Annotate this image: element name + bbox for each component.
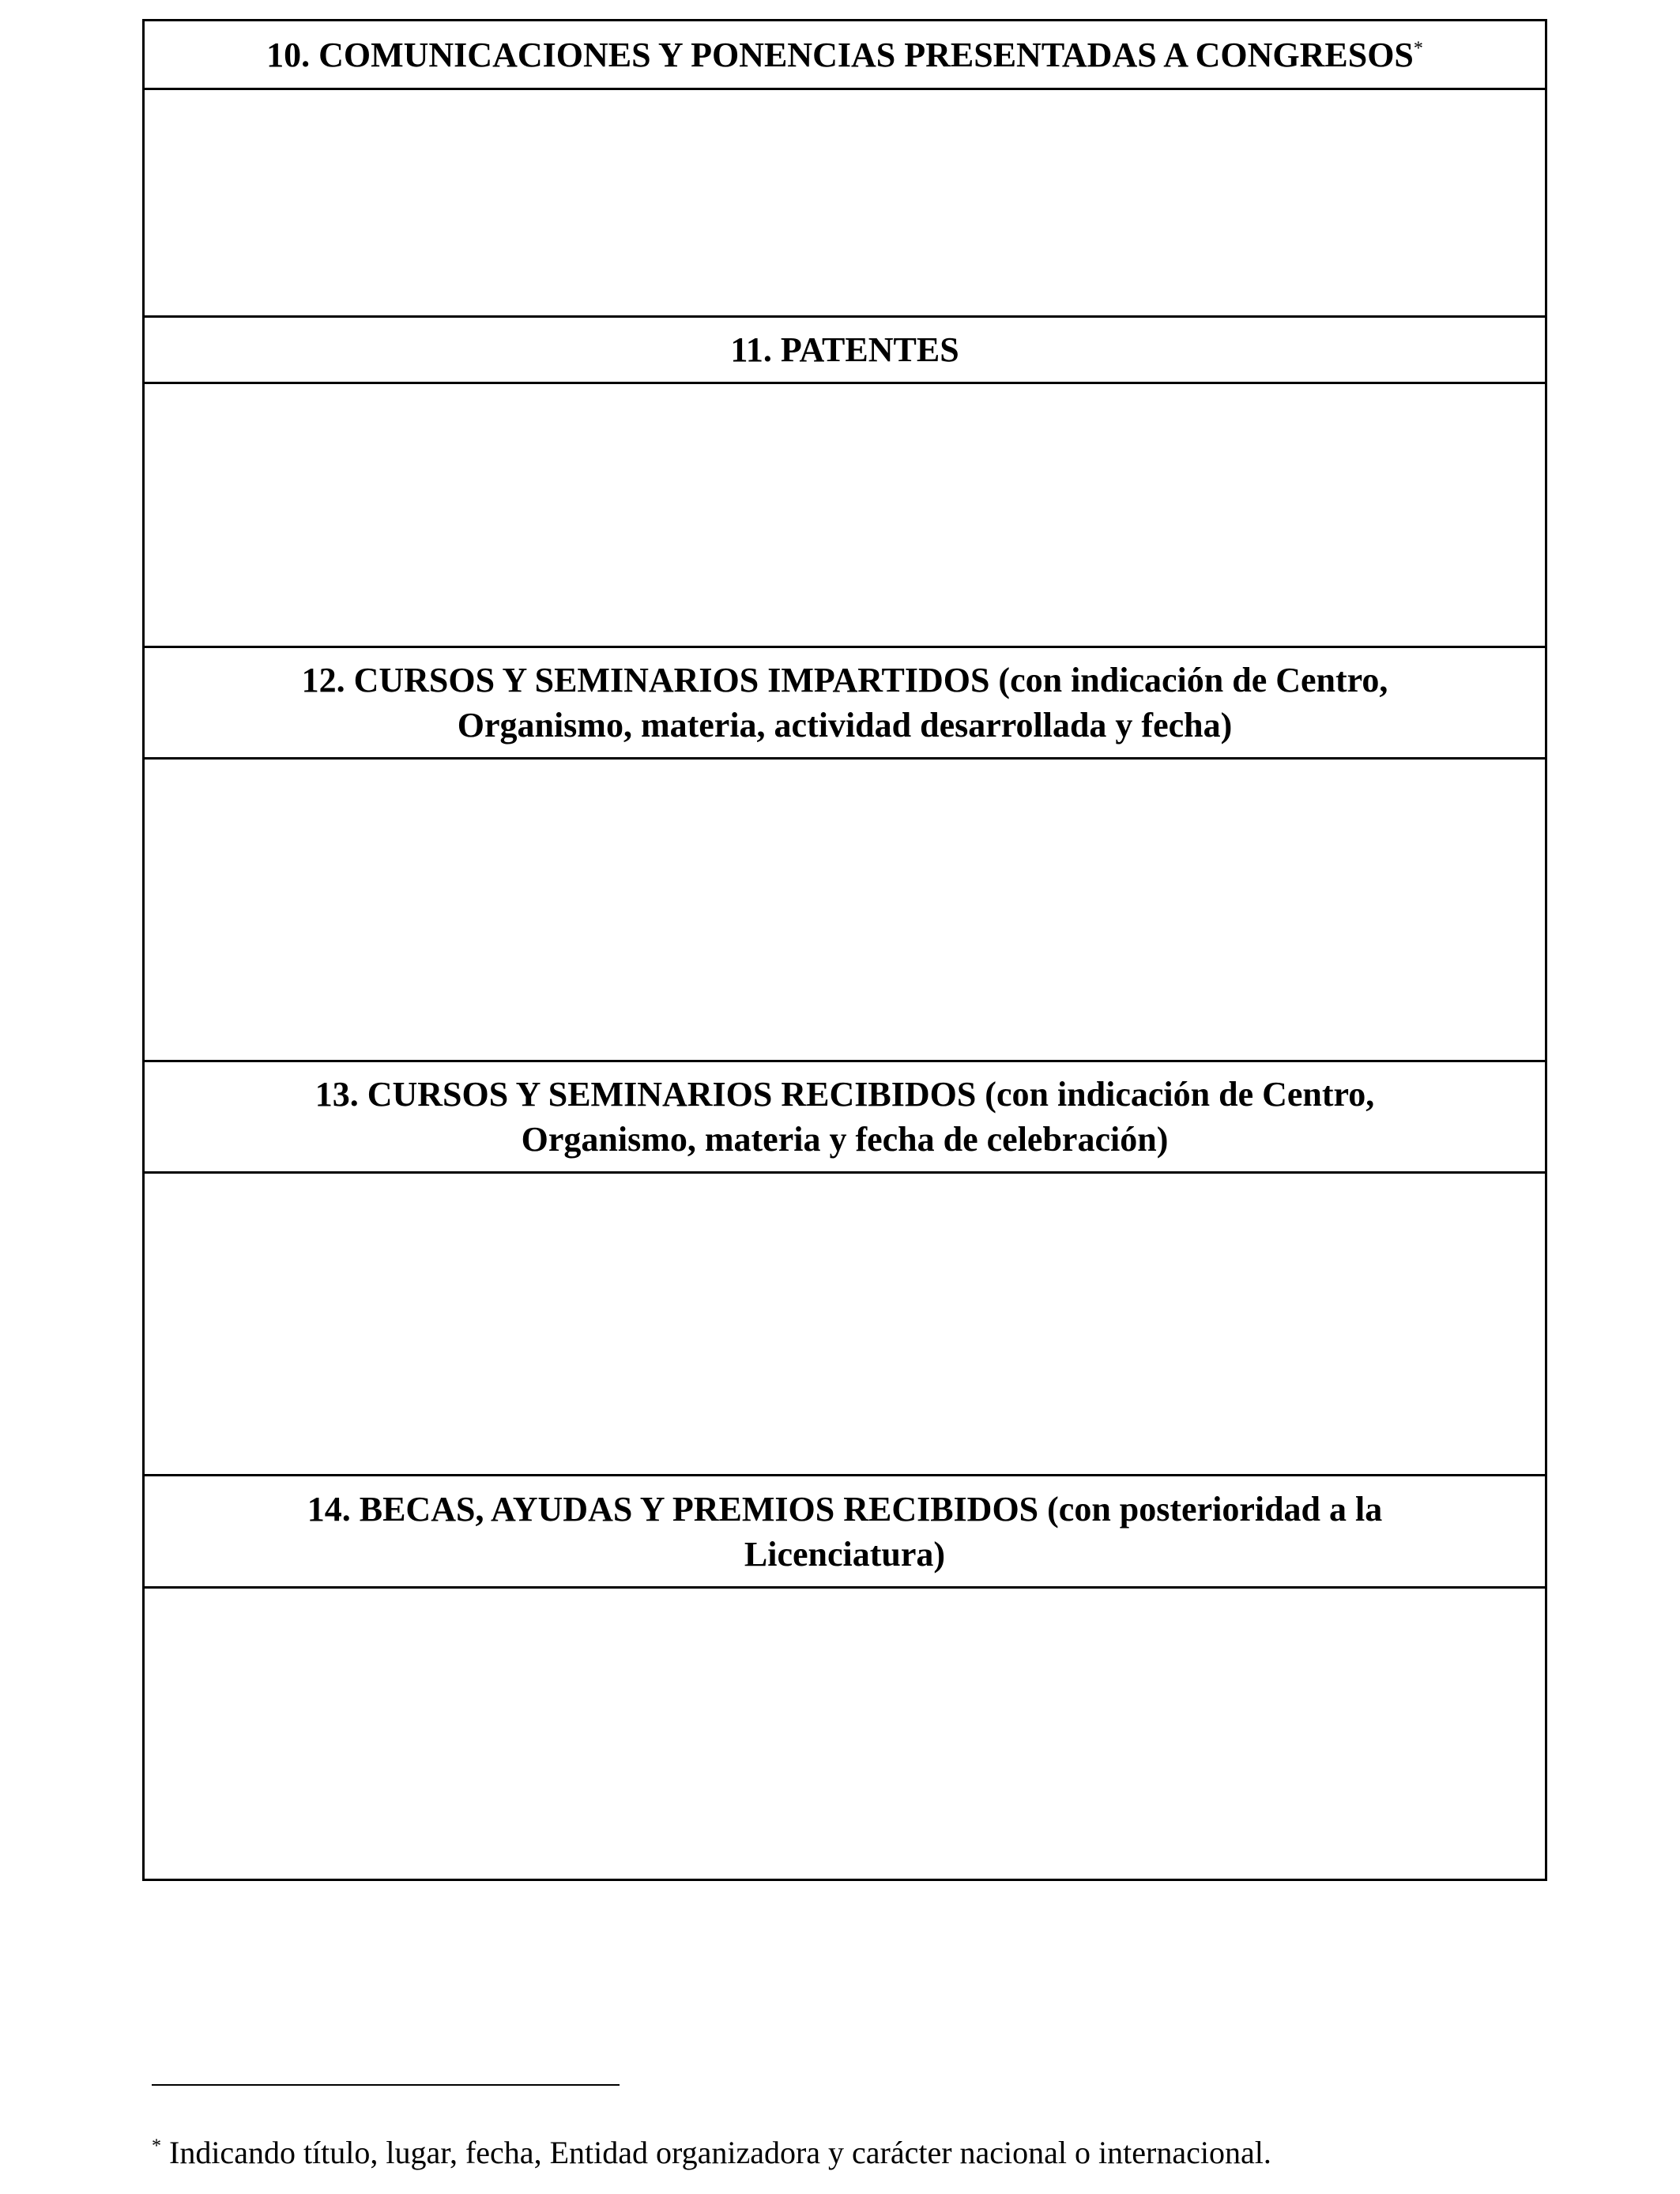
section-14-header xyxy=(145,1476,1545,1586)
section-11-title: PATENTES xyxy=(780,330,959,369)
section-13-title: CURSOS Y SEMINARIOS RECIBIDOS (con indicación de Centro, Organismo, materia y fecha de celebración) xyxy=(367,1075,1375,1159)
footnote xyxy=(152,2134,1271,2171)
section-12-header xyxy=(145,648,1545,757)
section-10-answer-area[interactable] xyxy=(145,90,1545,315)
section-10-footnote-marker: * xyxy=(1413,37,1423,58)
section-10-number: 10. xyxy=(266,35,311,74)
section-14-answer-area[interactable] xyxy=(145,1589,1545,1879)
section-12-number: 12. xyxy=(301,661,345,699)
section-11-number: 11. xyxy=(730,330,772,369)
section-11-answer-area[interactable] xyxy=(145,384,1545,646)
section-10-title: COMUNICACIONES Y PONENCIAS PRESENTADAS A CONGRESOS xyxy=(318,35,1414,74)
section-13-answer-area[interactable] xyxy=(145,1174,1545,1474)
section-13-header xyxy=(145,1062,1545,1171)
cv-form-table xyxy=(142,19,1547,1881)
section-13-number: 13. xyxy=(315,1075,359,1114)
footnote-separator xyxy=(152,2084,620,2086)
section-12-title: CURSOS Y SEMINARIOS IMPARTIDOS (con indicación de Centro, Organismo, materia, actividad desarrollada y fecha) xyxy=(353,661,1388,745)
section-11-header xyxy=(145,318,1545,382)
section-10-header xyxy=(145,21,1545,88)
footnote-marker: * xyxy=(152,2136,161,2157)
section-12-answer-area[interactable] xyxy=(145,760,1545,1060)
footnote-text: Indicando título, lugar, fecha, Entidad organizadora y carácter nacional o internacional. xyxy=(169,2135,1271,2170)
section-14-number: 14. xyxy=(307,1489,351,1529)
section-14-title: BECAS, AYUDAS Y PREMIOS RECIBIDOS (con posterioridad a la Licenciatura) xyxy=(359,1489,1383,1574)
